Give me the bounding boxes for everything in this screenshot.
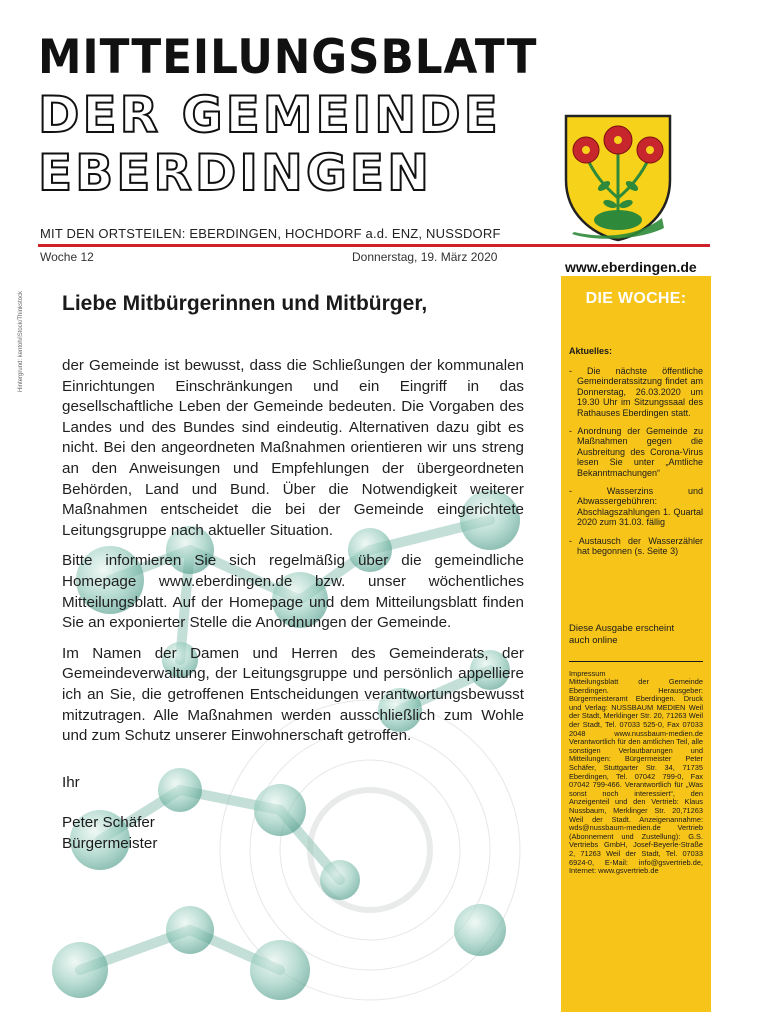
masthead-line-municipality: DER GEMEINDE [38, 86, 501, 144]
masthead [38, 30, 558, 202]
signature-title: Bürgermeister [62, 834, 158, 852]
news-label: Aktuelles: [569, 346, 613, 356]
masthead-subtitle: MIT DEN ORTSTEILEN: EBERDINGEN, HOCHDORF a.d. ENZ, NUSSDORF [40, 226, 501, 241]
news-item: - Wasserzins und Abwassergebühren: Abschlagszahlungen 1. Quartal 2020 zum 31.03. fällig [569, 486, 703, 528]
news-list [569, 366, 703, 557]
issue-week: Woche 12 [40, 250, 94, 264]
coat-of-arms-icon [560, 110, 676, 242]
online-note: Diese Ausgabe erscheint auch online [569, 622, 675, 646]
news-item: - Anordnung der Gemeinde zu Maßnahmen gegen die Ausbreitung des Corona-Virus lesen Sie unter „Amtliche Bekanntmachungen“ [569, 426, 703, 478]
editorial-letter [62, 290, 524, 854]
letter-paragraph: Bitte informieren Sie sich regelmäßig über die gemeindliche Homepage www.eberdingen.de bzw. unser wöchentliches Mitteilungsblatt. Auf der Homepage und dem Mitteilungsblatt finden Sie an exponierter Stelle die Anordnungen der Gemeinde. [62, 552, 524, 632]
news-item: - Die nächste öffentliche Gemeinderatssitzung findet am Donnerstag, 26.03.2020 um 19.30 Uhr im Sitzungssaal des Rathauses Eberdingen statt. [569, 366, 703, 418]
header-divider [38, 244, 710, 247]
sidebar-heading: DIE WOCHE: [585, 289, 687, 307]
website-link[interactable]: www.eberdingen.de [565, 259, 697, 275]
closing-salutation: Ihr [62, 773, 80, 791]
image-credit: Hintergrund: kentoh/iStock/Thinkstock [18, 290, 24, 392]
masthead-line-town: EBERDINGEN [38, 144, 432, 202]
week-sidebar [561, 276, 711, 1012]
letter-closing [62, 773, 524, 855]
issue-date: Donnerstag, 19. März 2020 [352, 250, 498, 264]
signature-name: Peter Schäfer [62, 814, 155, 832]
news-item: - Austausch der Wasserzähler hat begonnen (s. Seite 3) [569, 535, 703, 557]
letter-heading: Liebe Mitbürgerinnen und Mitbürger, [62, 292, 428, 315]
masthead-title: MITTEILUNGSBLATT [38, 30, 538, 85]
impressum-text: Mitteilungsblatt der Gemeinde Eberdingen. Herausgeber: Bürgermeisteramt Eberdingen. Druck und Verlag: NUSSBAUM MEDIEN Weil der Stadt, Merklinger Str. 20, 71263 Weil der Stadt, Tel. 07033 525-0, Fax 07033 2048 www.nussbaum-medien.de Verantwortlich für den amtlichen Teil, alle sonstigen Verlautbarungen und Mitteilungen: Bürgermeister Peter Schäfer, Stuttgarter Str. 34, 71735 Eberdingen, Tel. 07042 799-0, Fax 07042 799-466. Verantwortlich für „Was sonst noch interessiert“, den Anzeigenteil und den Vertrieb: Klaus Nussbaum, Merklinger Str. 20,71263 Weil der Stadt. Anzeigenannahme: wds@nussbaum-medien.de Vertrieb (Abonnement und Zustellung): G.S. Vertriebs GmbH, Josef-Beyerle-Straße 2, 71263 Weil der Stadt, Tel. 07033 6924-0, E-Mail: info@gsvertrieb.de, Internet: www.gsvertrieb.de [569, 677, 703, 876]
letter-paragraph: der Gemeinde ist bewusst, dass die Schließungen der kommunalen Einrichtungen Einschränkungen und ein Eingriff in das gesellschaftliche Leben der Gemeinde bedeuten. Die Vorgaben des Landes und des Bundes sind eindeutig. Alternativen dazu gibt es nicht. Bei den angeordneten Maßnahmen orientieren wir uns streng an den Anweisungen und Empfehlungen der übergeordneten Behörden, Land und Bund. Über die Notwendigkeit weiterer Maßnahmen entscheidet die bei der Gemeinde eingerichtete Leitungsgruppe nach aktueller Situation. [62, 357, 524, 539]
impressum-heading: Impressum [569, 668, 606, 678]
letter-paragraph: Im Namen der Damen und Herren des Gemeinderats, der Gemeindeverwaltung, der Leitungsgruppe und persönlich appelliere ich an Sie, die getroffenen Entscheidungen verantwortungsbewusst mitzutragen. Alle Maßnahmen werden ausschließlich zum Wohle und zum Schutz unserer Einwohnerschaft getroffen. [62, 644, 524, 745]
sidebar-divider [569, 661, 703, 662]
